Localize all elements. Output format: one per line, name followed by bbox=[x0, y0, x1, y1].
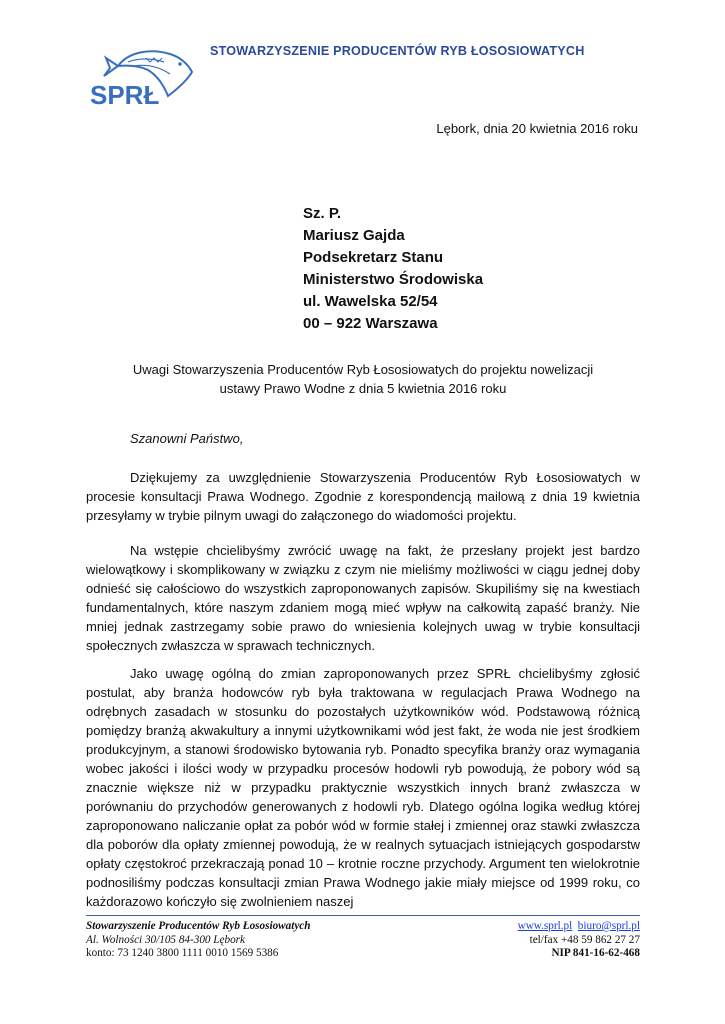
footer-contact-links bbox=[518, 920, 640, 934]
addressee-line: Sz. P. bbox=[303, 205, 342, 222]
email-link[interactable]: biuro@sprl.pl bbox=[577, 920, 640, 932]
addressee-block bbox=[303, 203, 483, 335]
footer-address: Al. Wolności 30/105 84-300 Lębork bbox=[86, 933, 246, 946]
subject-line: ustawy Prawo Wodne z dnia 5 kwietnia 2016 roku bbox=[219, 381, 507, 396]
addressee-line: Podsekretarz Stanu bbox=[303, 249, 444, 266]
addressee-line: Ministerstwo Środowiska bbox=[303, 271, 484, 288]
footer-left bbox=[86, 920, 311, 961]
footer-nip: NIP 841-16-62-468 bbox=[551, 947, 640, 959]
addressee-line: ul. Wawelska 52/54 bbox=[303, 293, 438, 310]
salutation: Szanowni Państwo, bbox=[130, 431, 244, 446]
footer-divider bbox=[86, 915, 640, 916]
footer-right bbox=[518, 920, 640, 961]
addressee-line: Mariusz Gajda bbox=[303, 227, 405, 244]
body-paragraph: Na wstępie chcielibyśmy zwrócić uwagę na fakt, że przesłany projekt jest bardzo wielowątkowy i skomplikowany w związku z czym nie mieliśmy możliwości w ciągu jednej doby odnieść się całościowo do wszystkich zaproponowanych zapisów. Skupiliśmy się na kwestiach fundamentalnych, które naszym zdaniem mogą mieć wpływ na całkowitą zapaść branży. Nie mniej jednak zastrzegamy sobie prawo do wniesienia kolejnych uwag w trybie konsultacji społecznych zwłaszcza w sprawach technicznych. bbox=[86, 543, 640, 653]
place-date: Lębork, dnia 20 kwietnia 2016 roku bbox=[436, 121, 638, 136]
subject-line: Uwagi Stowarzyszenia Producentów Ryb Łososiowatych do projektu nowelizacji bbox=[132, 362, 594, 377]
website-link[interactable]: www.sprl.pl bbox=[517, 920, 573, 932]
fish-logo-icon bbox=[88, 44, 200, 108]
footer-org-name: Stowarzyszenie Producentów Ryb Łososiowatych bbox=[86, 920, 311, 932]
footer-account: konto: 73 1240 3800 1111 0010 1569 5386 bbox=[86, 947, 279, 959]
body-paragraph: Jako uwagę ogólną do zmian zaproponowanych przez SPRŁ chcielibyśmy zgłosić postulat, aby branża hodowców ryb była traktowana w regulacjach Prawa Wodnego na odrębnych zasadach w stosunku do pozostałych użytkowników wód. Podstawową różnicą pomiędzy branżą akwakultury a innymi użytkownikami wód jest fakt, że woda nie jest środkiem produkcyjnym, a stanowi środowisko bytowania ryb. Ponadto specyfika branży oraz wymagania wobec jakości i ilości wody w przypadku procesów hodowli ryb powodują, że pobory wód są znacznie większe niż w przypadku praktycznie wszystkich innych branż zwłaszcza w porównaniu do przychodów generowanych z hodowli ryb. Dlatego ogólna logika według której zaproponowano naliczanie opłat za pobór wód w formie stałej i zmiennej oraz stawki zwłaszcza dla poborów dla opłaty zmiennej powodują, że w realnych sytuacjach istniejących gospodarstw opłaty częstokroć przekraczają ponad 10 – krotnie roczne przychody. Argument ten wielokrotnie podnosiliśmy podczas konsultacji zmian Prawa Wodnego jakie miały miejsce od 1999 roku, co każdorazowo kończyło się zwolnieniem naszej bbox=[86, 666, 640, 909]
logo-text: SPRŁ bbox=[90, 80, 160, 108]
footer-phone: tel/fax +48 59 862 27 27 bbox=[529, 933, 640, 946]
addressee-line: 00 – 922 Warszawa bbox=[303, 315, 438, 332]
footer bbox=[86, 920, 640, 970]
body-paragraph: Dziękujemy za uwzględnienie Stowarzyszenia Producentów Ryb Łososiowatych w procesie konsultacji Prawa Wodnego. Zgodnie z korespondencją mailową z dnia 19 kwietnia przesyłamy w trybie pilnym uwagi do załączonego do wiadomości projektu. bbox=[86, 470, 640, 523]
subject bbox=[86, 360, 640, 398]
organization-name: STOWARZYSZENIE PRODUCENTÓW RYB ŁOSOSIOWATYCH bbox=[210, 44, 585, 58]
